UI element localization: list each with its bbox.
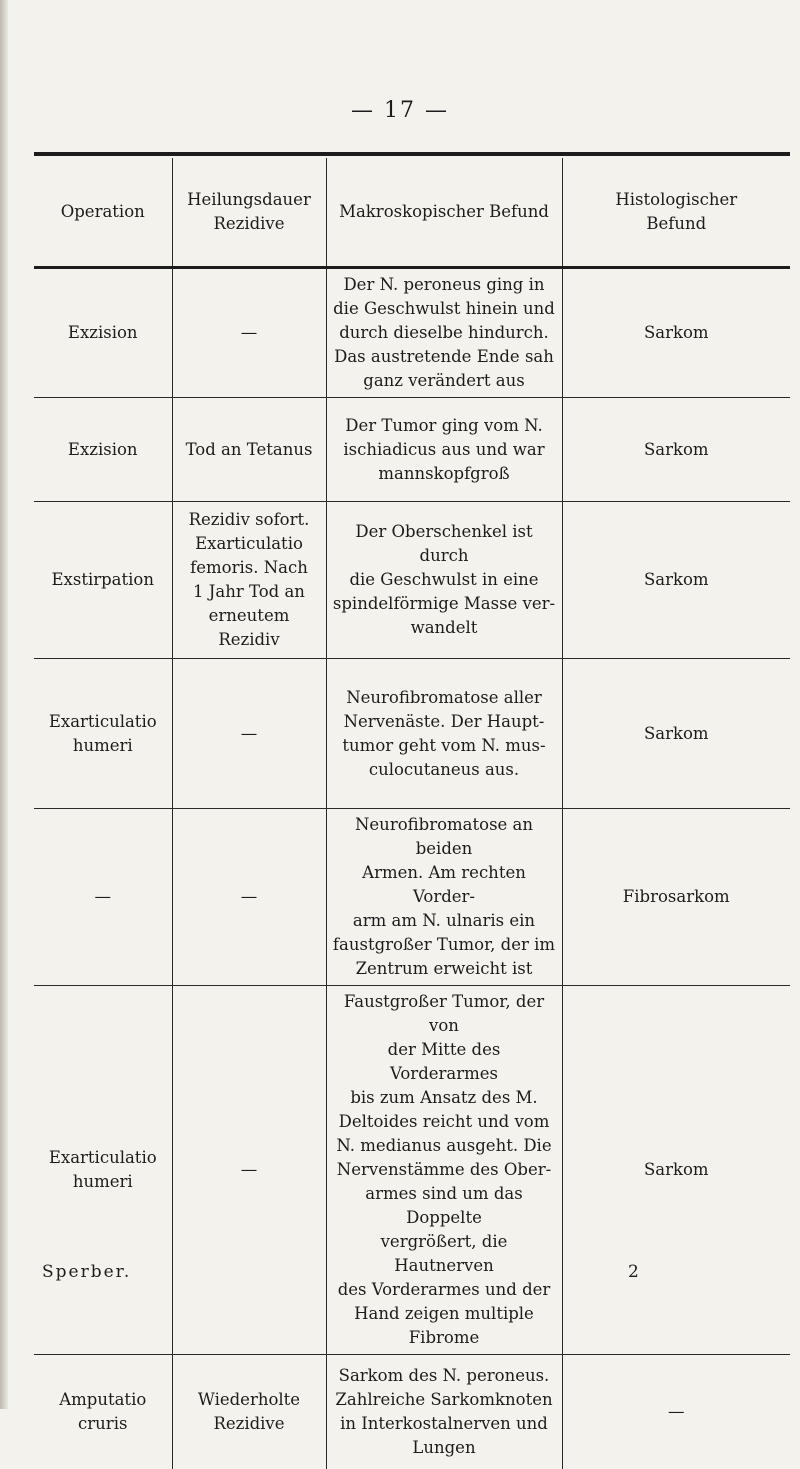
header-histologischer-befund: Histologischer Befund	[562, 158, 790, 268]
cell-befund: Der Tumor ging vom N. ischiadicus aus und war mannskopfgroß	[326, 398, 562, 502]
case-table	[34, 158, 790, 1469]
cell-histologie: Fibrosarkom	[562, 809, 790, 986]
header-operation: Operation	[34, 158, 172, 268]
cell-befund: Der N. peroneus ging in die Geschwulst hinein und durch dieselbe hindurch. Das austretende Ende sah ganz verändert aus	[326, 268, 562, 398]
footer-signature-mark: 2	[628, 1262, 639, 1282]
cell-histologie: Sarkom	[562, 398, 790, 502]
cell-heilungsdauer: —	[172, 809, 326, 986]
cell-operation: Amputatio cruris	[34, 1355, 172, 1469]
page-number: — 17 —	[351, 98, 449, 123]
page-binding-edge	[0, 0, 8, 1409]
cell-heilungsdauer: —	[172, 986, 326, 1355]
cell-befund: Neurofibromatose aller Nervenäste. Der Haupt- tumor geht vom N. mus- culocutaneus aus.	[326, 659, 562, 809]
table-row	[34, 398, 790, 502]
cell-operation: —	[34, 809, 172, 986]
table-row	[34, 986, 790, 1355]
table-row	[34, 809, 790, 986]
cell-heilungsdauer: —	[172, 659, 326, 809]
cell-histologie: Sarkom	[562, 268, 790, 398]
table-row	[34, 1355, 790, 1469]
cell-histologie: Sarkom	[562, 502, 790, 659]
cell-operation: Exarticulatio humeri	[34, 659, 172, 809]
cell-heilungsdauer: Tod an Tetanus	[172, 398, 326, 502]
header-makroskopischer-befund: Makroskopischer Befund	[326, 158, 562, 268]
cell-befund: Neurofibromatose an beiden Armen. Am rechten Vorder- arm am N. ulnaris ein faustgroßer Tumor, der im Zentrum erweicht ist	[326, 809, 562, 986]
cell-histologie: —	[562, 1355, 790, 1469]
cell-befund: Sarkom des N. peroneus. Zahlreiche Sarkomknoten in Interkostalnerven und Lungen	[326, 1355, 562, 1469]
cell-befund: Der Oberschenkel ist durch die Geschwulst in eine spindelförmige Masse ver- wandelt	[326, 502, 562, 659]
cell-heilungsdauer: Rezidiv sofort. Exarticulatio femoris. Nach 1 Jahr Tod an erneutem Rezidiv	[172, 502, 326, 659]
table-row	[34, 502, 790, 659]
header-heilungsdauer: Heilungsdauer Rezidive	[172, 158, 326, 268]
table-top-rule	[34, 152, 790, 156]
cell-histologie: Sarkom	[562, 986, 790, 1355]
cell-heilungsdauer: —	[172, 268, 326, 398]
table-row	[34, 659, 790, 809]
table-row	[34, 268, 790, 398]
cell-histologie: Sarkom	[562, 659, 790, 809]
cell-heilungsdauer: Wiederholte Rezidive	[172, 1355, 326, 1469]
cell-befund: Faustgroßer Tumor, der von der Mitte des Vorderarmes bis zum Ansatz des M. Deltoides reicht und vom N. medianus ausgeht. Die Nervenstämme des Ober- armes sind um das Doppelte vergrößert, die Hautnerven des Vorderarmes und der Hand zeigen multiple Fibrome	[326, 986, 562, 1355]
header-row	[34, 158, 790, 268]
cell-operation: Exzision	[34, 268, 172, 398]
cell-operation: Exarticulatio humeri	[34, 986, 172, 1355]
cell-operation: Exstirpation	[34, 502, 172, 659]
footer-author: Sperber.	[42, 1262, 132, 1282]
cell-operation: Exzision	[34, 398, 172, 502]
